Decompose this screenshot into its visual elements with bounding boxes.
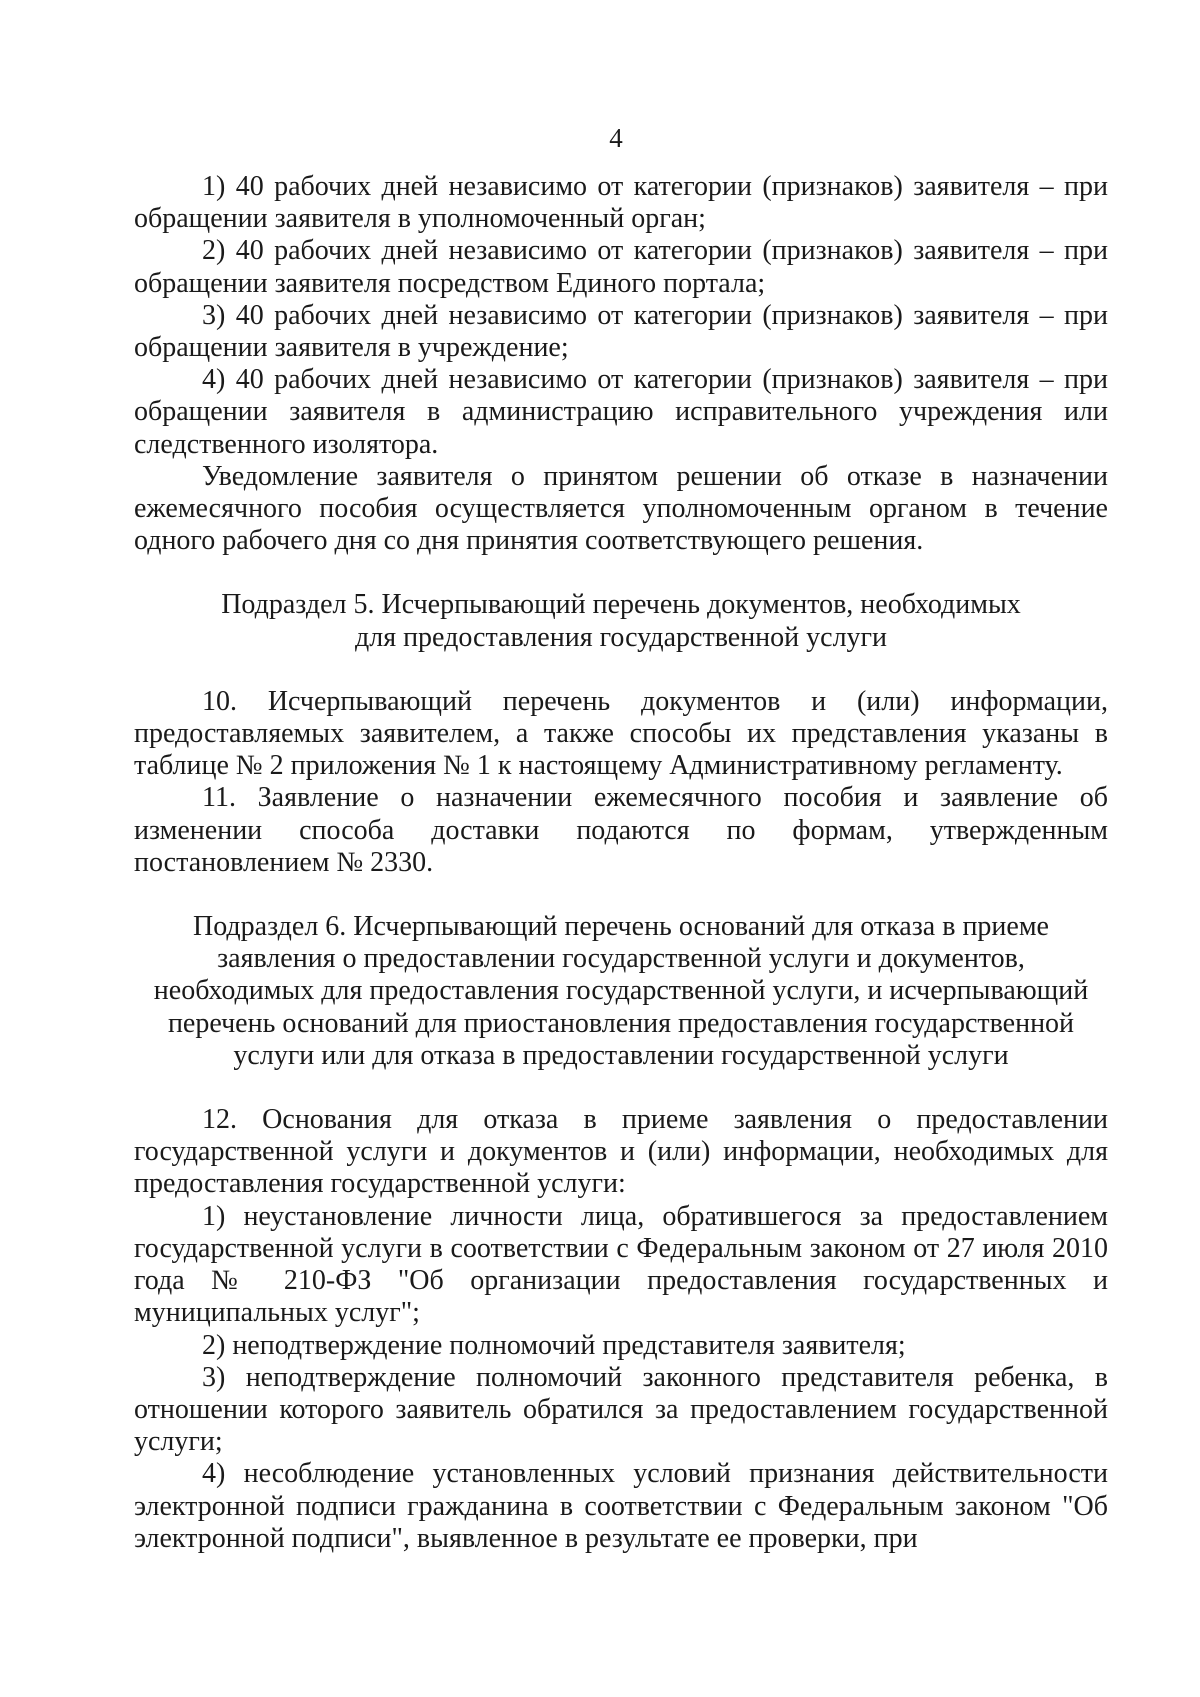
subsection-6-title-line-5: услуги или для отказа в предоставлении государственной услуги [233,1039,1009,1071]
spacer [134,654,1108,686]
subsection-5-title-line-2: для предоставления государственной услуги [354,621,888,653]
spacer [134,557,1108,589]
spacer [134,879,1108,911]
spacer [134,1072,1108,1104]
subsection-5-heading [134,589,1108,653]
subsection-6-title-line-4: перечень оснований для приостановления предоставления государственной [167,1007,1075,1039]
document-body [134,171,1108,1555]
term-item-4: 4) 40 рабочих дней независимо от категории (признаков) заявителя – при обращении заявителя в администрацию исправительного учреждения или следственного изолятора. [134,364,1108,460]
ground-item-2: 2) неподтверждение полномочий представителя заявителя; [202,1329,906,1361]
ground-item-3: 3) неподтверждение полномочий законного представителя ребенка, в отношении которого заявитель обратился за предоставлением государственной услуги; [134,1361,1108,1458]
subsection-6-heading [134,911,1108,1072]
subsection-6-title-line-3: необходимых для предоставления государственной услуги, и исчерпывающий [153,975,1089,1007]
term-item-2: 2) 40 рабочих дней независимо от категории (признаков) заявителя – при обращении заявителя посредством Единого портала; [134,235,1108,299]
ground-item-4: 4) несоблюдение установленных условий признания действительности электронной подписи гражданина в соответствии с Федеральным законом "Об электронной подписи", выявленное в результате ее проверки, при [134,1458,1108,1554]
notice-paragraph: Уведомление заявителя о принятом решении об отказе в назначении ежемесячного пособия осуществляется уполномоченным органом в течение одного рабочего дня со дня принятия соответствующего решения. [134,460,1108,557]
page-number: 4 [609,123,623,153]
term-item-1: 1) 40 рабочих дней независимо от категории (признаков) заявителя – при обращении заявителя в уполномоченный орган; [134,171,1108,235]
term-item-3: 3) 40 рабочих дней независимо от категории (признаков) заявителя – при обращении заявителя в учреждение; [134,299,1108,364]
item-11-paragraph: 11. Заявление о назначении ежемесячного пособия и заявление об изменении способа доставки подаются по формам, утвержденным постановлением № 2330. [134,782,1108,878]
item-12-intro: 12. Основания для отказа в приеме заявления о предоставлении государственной услуги и документов и (или) информации, необходимых для предоставления государственной услуги: [134,1104,1108,1200]
subsection-5-title-line-1: Подраздел 5. Исчерпывающий перечень документов, необходимых [221,589,1021,621]
subsection-6-title-line-2: заявления о предоставлении государственной услуги и документов, [217,943,1025,975]
subsection-6-title-line-1: Подраздел 6. Исчерпывающий перечень оснований для отказа в приеме [193,911,1049,943]
item-10-paragraph: 10. Исчерпывающий перечень документов и (или) информации, предоставляемых заявителем, а также способы их представления указаны в таблице № 2 приложения № 1 к настоящему Административному регламенту. [134,685,1108,782]
ground-item-1: 1) неустановление личности лица, обратившегося за предоставлением государственной услуги в соответствии с Федеральным законом от 27 июля 2010 года № 210-ФЗ "Об организации предоставления государственных и муниципальных услуг"; [134,1200,1108,1329]
